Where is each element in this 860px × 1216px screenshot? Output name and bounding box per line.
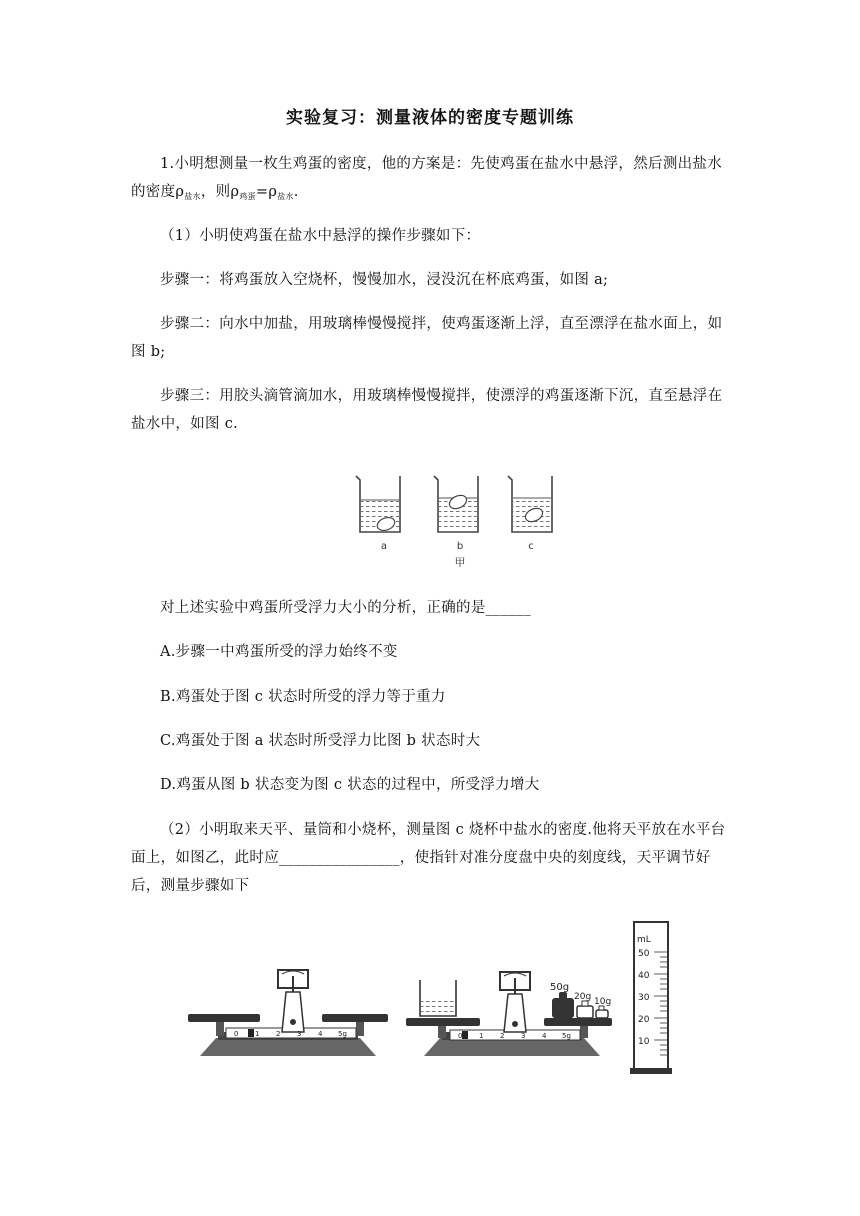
step-3: 步骤三：用胶头滴管滴加水，用玻璃棒慢慢搅拌，使漂浮的鸡蛋逐渐下沉，直至悬浮在盐水中，如图 c.: [131, 388, 723, 432]
q1-text-c: =ρ: [255, 184, 278, 200]
scale1-tick-2: 2: [276, 1030, 281, 1038]
cylinder-unit: mL: [637, 935, 651, 945]
scale2-tick-4: 4: [542, 1032, 547, 1040]
scale2-tick-0: 0: [458, 1032, 463, 1040]
balance-empty: [188, 970, 388, 1056]
balance-loaded: [406, 972, 612, 1056]
cyl-tick-40: 40: [638, 971, 650, 981]
step-2: 步骤二：向水中加盐，用玻璃棒慢慢搅拌，使鸡蛋逐渐上浮，直至漂浮在盐水面上，如图 b;: [131, 316, 723, 360]
q1-line1: 1.小明想测量一枚生鸡蛋的密度，他的方案是：先使鸡蛋在盐水中悬浮，然后测出盐水: [160, 156, 723, 172]
scale1-tick-0: 0: [234, 1030, 239, 1038]
scale2-tick-2: 2: [500, 1032, 505, 1040]
cyl-tick-20: 20: [638, 1015, 650, 1025]
graduated-cylinder: [630, 922, 672, 1074]
weight-label-50g: 50g: [550, 982, 570, 993]
label-a: a: [380, 541, 388, 552]
beaker-b: [434, 476, 478, 532]
scale2-tick-5: 5g: [562, 1032, 571, 1040]
label-b: b: [456, 541, 464, 552]
option-c: C.鸡蛋处于图 a 状态时所受浮力比图 b 状态时大: [160, 733, 481, 749]
beaker-c: [508, 476, 552, 532]
cyl-tick-50: 50: [638, 949, 650, 959]
beaker-a: [356, 476, 400, 533]
figure-yi-balance: [180, 914, 680, 1082]
page-title: 实验复习：测量液体的密度专题训练: [286, 108, 574, 128]
scale1-tick-3: 3: [297, 1030, 302, 1038]
q1-text-d: .: [293, 184, 299, 200]
figure-caption-jia: 甲: [454, 556, 466, 569]
scale1-tick-5: 5g: [338, 1030, 347, 1038]
q1-sub-brine: 盐水: [184, 192, 201, 201]
label-c: c: [528, 541, 534, 552]
question-1-intro: [131, 150, 731, 211]
cyl-tick-30: 30: [638, 993, 650, 1003]
scale1-tick-1: 1: [255, 1030, 260, 1038]
weight-50g: [552, 998, 574, 1018]
cyl-tick-10: 10: [638, 1037, 650, 1047]
weight-20g: [577, 1006, 593, 1018]
option-d: D.鸡蛋从图 b 状态变为图 c 状态的过程中，所受浮力增大: [160, 777, 540, 793]
q1-sub-brine-2: 盐水: [277, 192, 294, 201]
q1-text-b: ，则ρ: [200, 184, 240, 200]
scale1-tick-4: 4: [318, 1030, 323, 1038]
q1-sub-egg: 鸡蛋: [239, 192, 256, 201]
figure-jia-beakers: [354, 474, 564, 570]
option-a: A.步骤一中鸡蛋所受的浮力始终不变: [160, 644, 398, 660]
weight-label-20g: 20g: [574, 992, 592, 1002]
scale2-tick-1: 1: [479, 1032, 484, 1040]
weight-label-10g: 10g: [594, 997, 612, 1007]
weight-10g: [596, 1010, 608, 1018]
part1-intro: （1）小明使鸡蛋在盐水中悬浮的操作步骤如下：: [160, 228, 481, 244]
question-prompt: 对上述实验中鸡蛋所受浮力大小的分析，正确的是______: [160, 600, 531, 616]
q1-text-a: 的密度ρ: [131, 184, 185, 200]
part-2: （2）小明取来天平、量筒和小烧杯，测量图 c 烧杯中盐水的密度.他将天平放在水平台面上，如图乙，此时应________________，使指针对准分度盘中央的刻度线，天平调节好后，测量步骤如下: [131, 822, 726, 894]
option-b: B.鸡蛋处于图 c 状态时所受的浮力等于重力: [160, 689, 446, 705]
step-1: 步骤一：将鸡蛋放入空烧杯，慢慢加水，浸没沉在杯底鸡蛋，如图 a;: [160, 272, 609, 288]
scale2-tick-3: 3: [521, 1032, 526, 1040]
